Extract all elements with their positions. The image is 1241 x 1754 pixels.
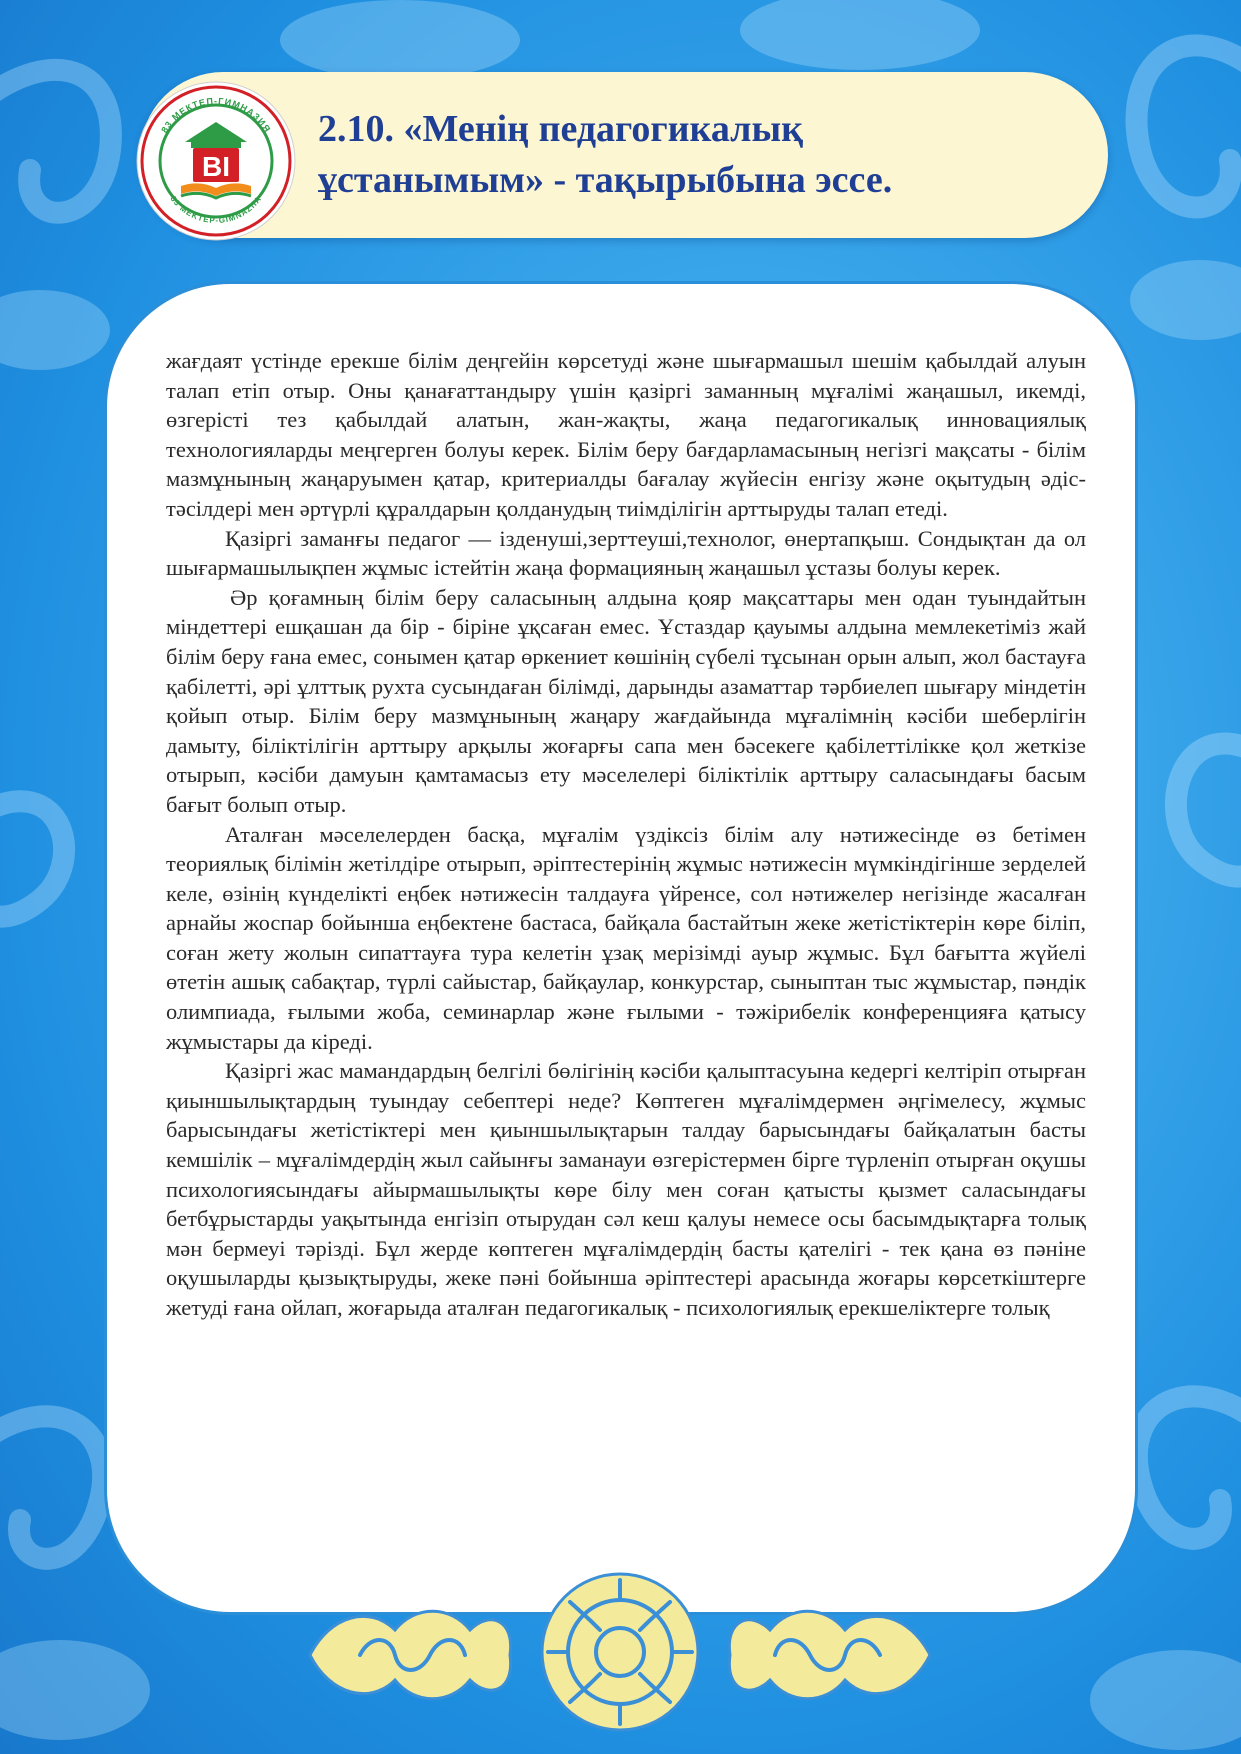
page-title-line-2: ұстанымым» - тақырыбына эссе. xyxy=(318,159,893,201)
essay-paragraph: Қазіргі жас мамандардың белгілі бөлігінің кәсіби қалыптасуына кедергі келтіріп отырған қиыншылықтардың туындау себептері неде? Көптеген мұғалімдермен әңгімелесу, жұмыс барысындағы жетістіктері мен қиыншылықтарын талдау барысындағы байқалатын басты кемшілік – мұғалімдердің жыл сайынғы заманауи өзгерістермен бірге түрленіп отырған оқушы психологиясындағы айырмашылықты көре білу мен соған қатысты қызмет саласындағы бетбұрыстарды уақытында енгізіп отырудан сәл кеш қалуы немесе осы басымдықтарға толық мән бермеуі тәрізді. Бұл жерде көптеген мұғалімдердің басты қателігі - тек қана өз пәніне оқушыларды қызықтыруды, жеке пәні бойынша әріптестері арасында жоғары көрсеткіштерге жетуді ғана ойлап, жоғарыда аталған педагогикалық - психологиялық ерекшеліктерге толық xyxy=(166,1058,1086,1320)
essay-paragraph: Әр қоғамның білім беру саласының алдына қояр мақсаттары мен одан туындайтын міндеттері ешқашан да бір - біріне ұқсаған емес. Ұстаздар қауымы алдына мемлекетіміз жай білім беру ғана емес, сонымен қатар өркениет көшінің сүбелі тұсынан орын алып, жол бастауға қабілетті, әрі ұлттық рухта сусындаған білімді, дарынды азаматтар тәрбиелеп шығару міндетін қойып отыр. Білім беру мазмұнының жаңару жағдайында мұғалімнің кәсіби шеберлігін дамыту, біліктілігін арттыру арқылы жоғарғы сапа мен бәсекеге қабілеттілікке қол жеткізе отырып, кәсіби дамуын қамтамасыз ету мәселелері біліктілік арттыру саласындағы басым бағыт болып отыр. xyxy=(166,584,1086,817)
essay-paragraph: жағдаят үстінде ерекше білім деңгейін көрсетуді және шығармашыл шешім қабылдай алуын талап етіп отыр. Оны қанағаттандыру үшін қазіргі заманның мұғалімі жаңашыл, икемді, өзгерісті тез қабылдай алатын, жан-жақты, жаңа педагогикалық инновациялық технологияларды меңгерген болуы керек. Білім беру бағдарламасының негізгі мақсаты - білім мазмұнының жаңаруымен қатар, критериалды бағалау жүйесін енгізу және оқытудың әдіс-тәсілдері мен әртүрлі құралдарын қолданудың тиімділігін арттыруды талап етеді. xyxy=(166,348,1086,521)
essay-paragraph: Қазіргі заманғы педагог — ізденуші,зерттеуші,технолог, өнертапқыш. Сондықтан да ол шығармашылықпен жұмыс істейтін жаңа формацияның жаңашыл ұстазы болуы керек. xyxy=(166,525,1086,581)
logo-text-bottom: 83 MEKTEP-GIMNAZIIA xyxy=(168,194,264,226)
logo-text-top: 83 МЕКТЕП-ГИМНАЗИЯ xyxy=(159,95,273,135)
logo-monogram: ВІ xyxy=(202,151,230,182)
page-title xyxy=(318,104,1038,206)
essay-paragraph: Аталған мәселелерден басқа, мұғалім үздіксіз білім алу нәтижесінде өз бетімен теориялық білімін жетілдіре отырып, әріптестерінің жұмыс нәтижесін мүмкіндігінше зерделей келе, өзінің күнделікті еңбек нәтижесін талдауға үйренсе, сол нәтижелер негізінде жасалған арнайы жоспар бойынша еңбектене бастаса, байқала бастайтын жеке жетістіктерін көре біліп, соған жету жолын сипаттауға тура келетін ұзақ мерізімді ауыр жұмыс. Бұл бағытта жүйелі өтетін ашық сабақтар, түрлі сайыстар, байқаулар, конкурстар, сыныптан тыс жұмыстар, пәндік олимпиада, ғылыми жоба, семинарлар және ғылыми - тәжірибелік конференцияға қатысу жұмыстары да кіреді. xyxy=(166,821,1086,1054)
footer-ornament-icon xyxy=(300,1560,940,1745)
essay-text xyxy=(166,346,1086,1323)
school-emblem-icon xyxy=(135,80,297,242)
page-title-line-1: 2.10. «Менің педагогикалық xyxy=(318,108,804,150)
